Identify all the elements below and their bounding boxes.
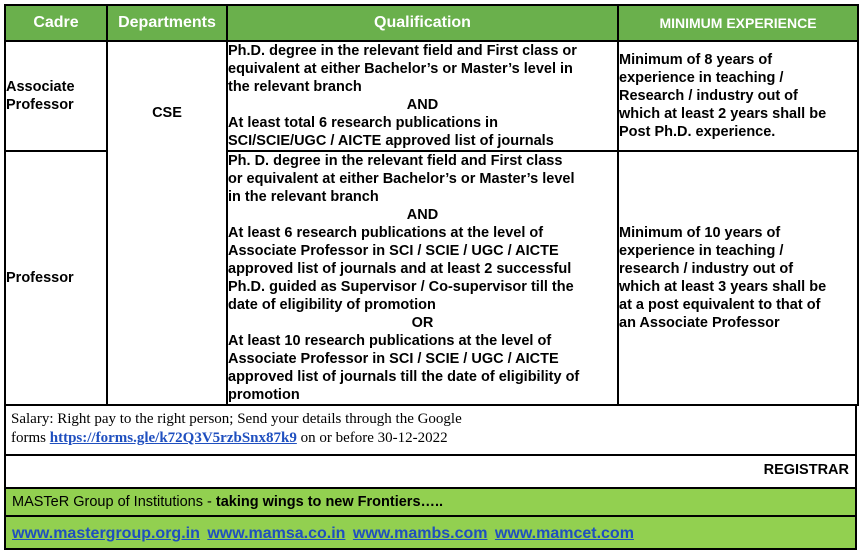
qualification-associate-professor: Ph.D. degree in the relevant field and First class or equivalent at either Bachelor’s or Master’s level in the relevant branch AND At least total 6 research publications in SCI/SCIE/UGC / AICTE approved list of journals xyxy=(227,41,618,151)
registrar-signature: REGISTRAR xyxy=(4,456,857,489)
header-cadre: Cadre xyxy=(5,5,107,41)
website-link-mamsa[interactable]: www.mamsa.co.in xyxy=(207,525,346,542)
experience-associate-professor: Minimum of 8 years of experience in teaching / Research / industry out of which at least 2 years shall be Post Ph.D. experience. xyxy=(618,41,858,151)
salary-text: Salary: Right pay to the right person; Send your details through the Google xyxy=(11,411,462,427)
cadre-professor: Professor xyxy=(5,151,107,405)
institution-name: MASTeR Group of Institutions - xyxy=(12,494,216,510)
recruitment-notice xyxy=(4,4,857,406)
salary-note xyxy=(4,405,857,456)
department-cell: CSE xyxy=(107,41,227,405)
experience-professor: Minimum of 10 years of experience in teaching / research / industry out of which at least 3 years shall be at a post equivalent to that of an Associate Professor xyxy=(618,151,858,405)
header-qualification: Qualification xyxy=(227,5,618,41)
qualification-professor: Ph. D. degree in the relevant field and First class or equivalent at either Bachelor’s or Master’s level in the relevant branch AND At least 6 research publications at the level of Associate Professor in SCI / SCIE / UGC / AICTE approved list of journals and at least 2 successful Ph.D. guided as Supervisor / Co-supervisor till the date of eligibility of promotion OR At least 10 research publications at the level of Associate Professor in SCI / SCIE / UGC / AICTE approved list of journals till the date of eligibility of promotion xyxy=(227,151,618,405)
website-link-mastergroup[interactable]: www.mastergroup.org.in xyxy=(12,525,200,542)
website-links xyxy=(4,517,857,550)
google-form-link[interactable]: https://forms.gle/k72Q3V5rzbSnx87k9 xyxy=(49,430,297,446)
header-minimum-experience: MINIMUM EXPERIENCE xyxy=(618,5,858,41)
website-link-mambs[interactable]: www.mambs.com xyxy=(352,525,488,542)
eligibility-table xyxy=(4,4,859,406)
forms-prefix: forms xyxy=(11,430,50,446)
institution-tagline: taking wings to new Frontiers….. xyxy=(215,494,444,510)
deadline-text: on or before 30-12-2022 xyxy=(296,430,448,446)
institution-banner xyxy=(4,489,857,517)
table-row-associate-professor xyxy=(5,41,858,151)
cadre-associate-professor: Associate Professor xyxy=(5,41,107,151)
table-header-row xyxy=(5,5,858,41)
website-link-mamcet[interactable]: www.mamcet.com xyxy=(494,525,634,542)
header-departments: Departments xyxy=(107,5,227,41)
